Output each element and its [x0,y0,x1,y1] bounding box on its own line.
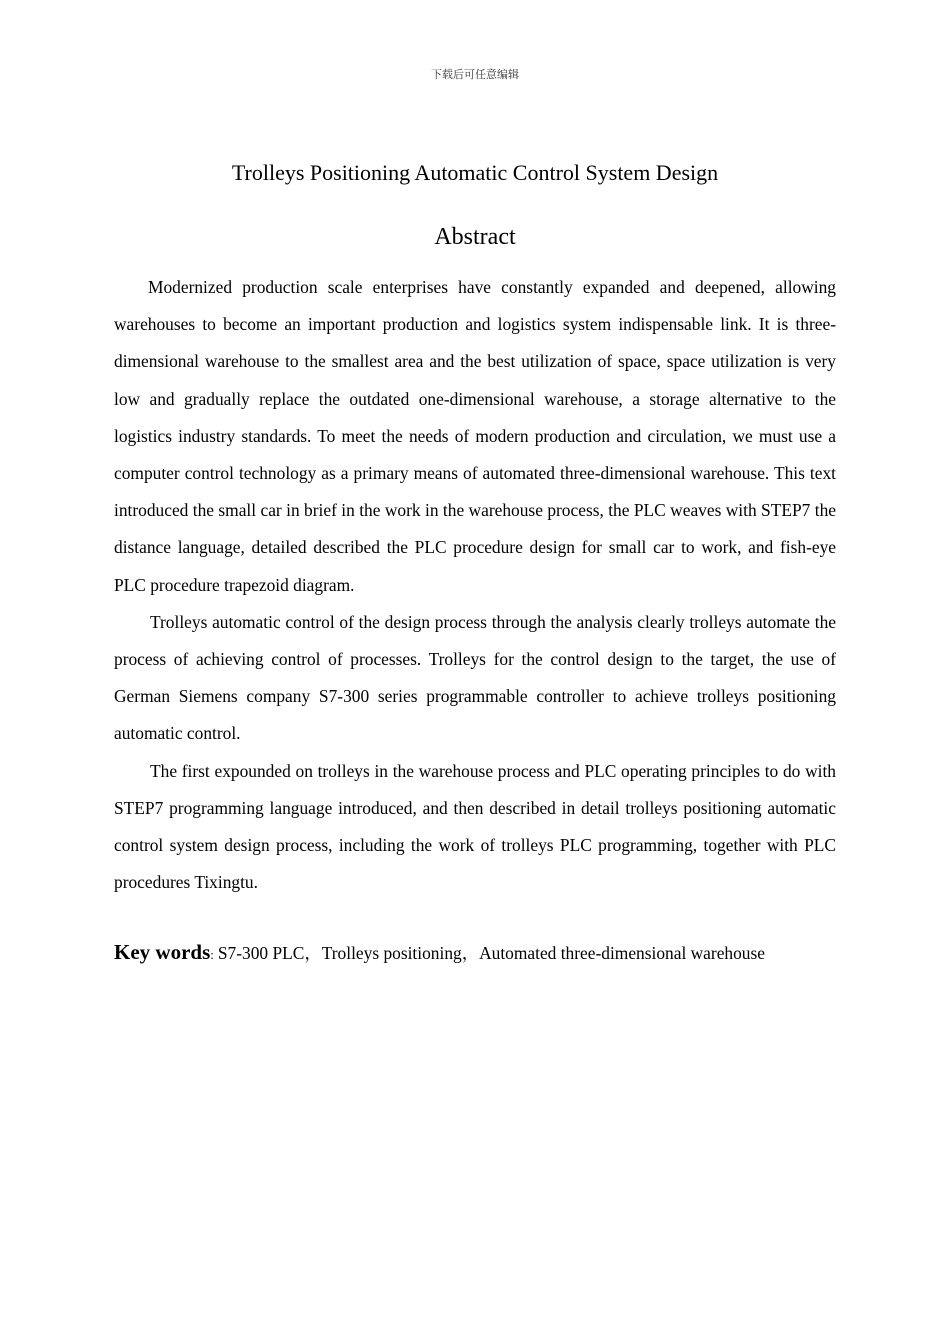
abstract-body [114,269,836,901]
keywords-label: Key words [114,940,211,964]
keywords-list: S7-300 PLC，Trolleys positioning，Automated three-dimensional warehouse [217,943,765,963]
keywords-colon: : [210,947,214,962]
keywords-line [114,935,850,972]
document-title: Trolleys Positioning Automatic Control System Design [231,160,719,185]
abstract-paragraph-2: Trolleys automatic control of the design process through the analysis clearly trolleys automate the process of achieving control of processes. Trolleys for the control design to the target, the use of German Siemens company S7-300 series programmable controller to achieve trolleys positioning automatic control. [114,611,836,744]
abstract-paragraph-3: The first expounded on trolleys in the warehouse process and PLC operating principles to do with STEP7 programming language introduced, and then described in detail trolleys positioning automatic control system design process, including the work of trolleys PLC programming, together with PLC procedures Tixingtu. [114,760,836,893]
header-note: 下载后可任意编辑 [431,68,519,81]
abstract-paragraph-1: Modernized production scale enterprises have constantly expanded and deepened, allowing warehouses to become an important production and logistics system indispensable link. It is three-dimensional warehouse to the smallest area and the best utilization of space, space utilization is very low and gradually replace the outdated one-dimensional warehouse, a storage alternative to the logistics industry standards. To meet the needs of modern production and circulation, we must use a computer control technology as a primary means of automated three-dimensional warehouse. This text introduced the small car in brief in the work in the warehouse process, the PLC weaves with STEP7 the distance language, detailed described the PLC procedure design for small car to work, and fish-eye PLC procedure trapezoid diagram. [114,277,836,595]
abstract-heading: Abstract [434,224,516,250]
